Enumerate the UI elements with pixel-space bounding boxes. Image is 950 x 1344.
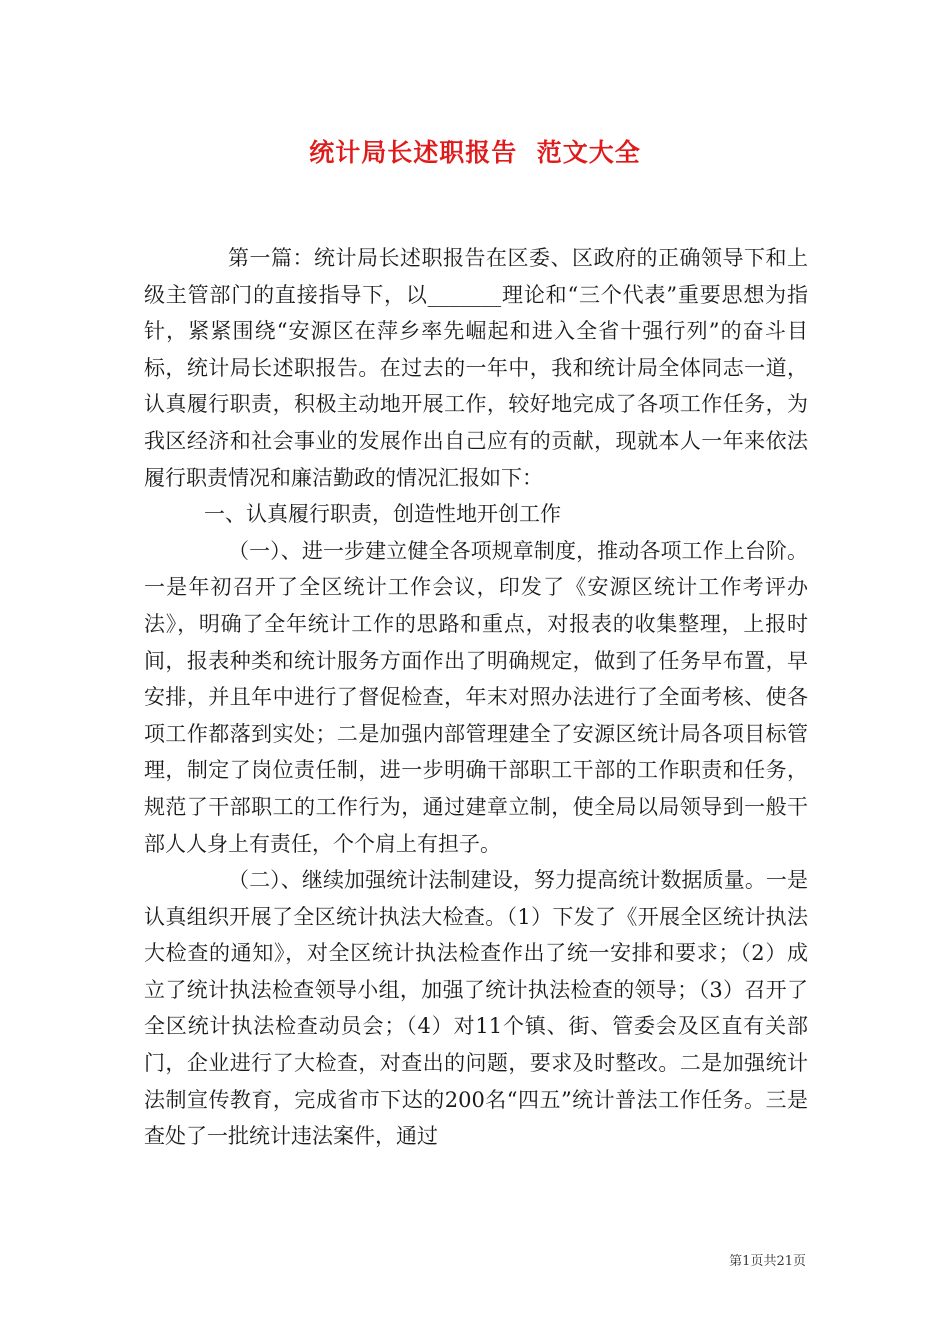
document-body — [144, 240, 808, 1155]
section-heading: 一、认真履行职责，创造性地开创工作 — [204, 502, 561, 527]
subsection-paragraph-2: （二）、继续加强统计法制建设，努力提高统计数据质量。一是认真组织开展了全区统计执法大检查。（1）下发了《开展全区统计执法大检查的通知》，对全区统计执法检查作出了统一安排和要求；（2）成立了统计执法检查领导小组，加强了统计执法检查的领导；（3）召开了全区统计执法检查动员会；（4）对11个镇、街、管委会及区直有关部门，企业进行了大检查，对查出的问题，要求及时整改。二是加强统计法制宣传教育，完成省市下达的200名“四五”统计普法工作任务。三是查处了一批统计违法案件，通过 — [144, 868, 808, 1149]
page-number: 第1页共21页 — [729, 1254, 806, 1269]
document-title: 统计局长述职报告 范文大全 — [309, 138, 641, 167]
intro-paragraph: 第一篇：统计局长述职报告在区委、区政府的正确领导下和上级主管部门的直接指导下，以_______理论和“三个代表”重要思想为指针，紧紧围绕“安源区在萍乡率先崛起和进入全省十强行列”的奋斗目标，统计局长述职报告。在过去的一年中，我和统计局全体同志一道，认真履行职责，积极主动地开展工作，较好地完成了各项工作任务，为我区经济和社会事业的发展作出自己应有的贡献，现就本人一年来依法履行职责情况和廉洁勤政的情况汇报如下： — [144, 246, 808, 490]
subsection-paragraph-1: （一）、进一步建立健全各项规章制度，推动各项工作上台阶。一是年初召开了全区统计工作会议，印发了《安源区统计工作考评办法》，明确了全年统计工作的思路和重点，对报表的收集整理，上报时间，报表种类和统计服务方面作出了明确规定，做到了任务早布置，早安排，并且年中进行了督促检查，年末对照办法进行了全面考核、使各项工作都落到实处；二是加强内部管理建全了安源区统计局各项目标管理，制定了岗位责任制，进一步明确干部职工干部的工作职责和任务，规范了干部职工的工作行为，通过建章立制，使全局以局领导到一般干部人人身上有责任，个个肩上有担子。 — [144, 538, 808, 856]
